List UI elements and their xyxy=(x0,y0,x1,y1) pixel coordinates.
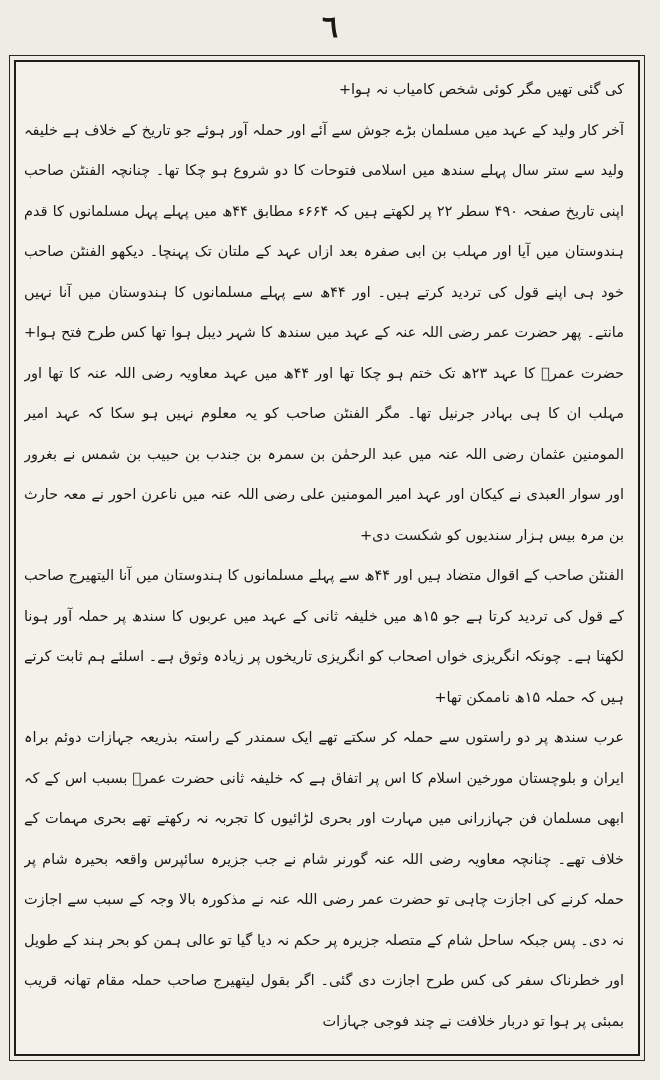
paragraph: عرب سندھ پر دو راستوں سے حملہ کر سکتے تھے ایک سمندر کے راستہ بذریعہ جہازات دوئم براہ ایران و بلوچستان مورخین اسلام کا اس پر اتفاق ہے کہ خلیفہ ثانی حضرت عمرؓ بسبب اس کے کہ ابھی مسلمان فن جہازرانی میں مہارت اور بحری لڑائیوں کا تجربہ نہ رکھتے تھے بحری مہمات کے خلاف تھے۔ چنانچہ معاویہ رضی اللہ عنہ گورنر شام نے جب جزیرہ سائپرس واقعہ بحیرہ شام پر حملہ کرنے کی اجازت چاہی تو حضرت عمر رضی اللہ عنہ نے مذکورہ بالا وجہ کے سبب سے اجازت نہ دی۔ پس جبکہ ساحل شام کے متصلہ جزیرہ پر حکم نہ دیا گیا تو عالی ہمن کو بحر ہند کے طویل اور خطرناک سفر کی کس طرح اجازت دی گئی۔ اگر بقول لیتھیرج صاحب حملہ مقام تھانہ قریب بمبئی پر ہوا تو دربار خلافت نے چند فوجی جہازات xyxy=(24,730,624,1030)
page-body xyxy=(24,70,624,1055)
paragraph: کی گئی تھیں مگر کوئی شخص کامیاب نہ ہوا+ xyxy=(338,82,624,98)
page-number: ٦ xyxy=(321,10,339,45)
paragraph: آخر کار ولید کے عہد میں مسلمان بڑے جوش سے آئے اور حملہ آور ہوئے جو تاریخ کے خلاف ہے خلیفہ ولید سے ستر سال پہلے سندھ میں اسلامی فتوحات کا دو شروع ہو چکا تھا۔ چنانچہ الفنٹن صاحب اپنی تاریخ صفحہ ۴۹۰ سطر ۲۲ پر لکھتے ہیں کہ ۶۶۴ء مطابق ۴۴ھ میں پہلے پہل مسلمانوں کا قدم ہندوستان میں آیا اور مہلب بن ابی صفرہ بعد ازاں عہد کے ملتان تک پہنچا۔ دیکھو الفنٹن صاحب خود ہی اپنے قول کی تردید کرتے ہیں۔ اور ۴۴ھ سے پہلے مسلمانوں کا ہندوستان میں آنا نہیں مانتے۔ پھر حضرت عمر رضی اللہ عنہ کے عہد میں سندھ کا شہر دیبل ہوا تھا کس طرح فتح ہوا+ حضرت عمرؓ کا عہد ۲۳ھ تک ختم ہو چکا تھا اور ۴۴ھ میں عہد معاویہ رضی اللہ عنہ کا تھا اور مہلب ان کا ہی بہادر جرنیل تھا۔ مگر الفنٹن صاحب کو یہ معلوم نہیں ہو سکا کہ عہد امیر المومنین عثمان رضی اللہ عنہ میں عبد الرحمٰن بن سمرہ بن جندب بن حبیب بن شمس نے بغرور اور سوار العبدی نے کیکان اور عہد امیر المومنین علی رضی اللہ عنہ میں ناعرن احور نے معہ حارث بن مرہ بیس ہزار سندیوں کو شکست دی+ xyxy=(24,122,624,544)
paragraph: الفنٹن صاحب کے اقوال متضاد ہیں اور ۴۴ھ سے پہلے مسلمانوں کا ہندوستان میں آنا الیتھیرج صاحب کے قول کی تردید کرتا ہے جو ۱۵ھ میں خلیفہ ثانی کے عہد میں عربوں کا سندھ پر حملہ آور ہونا لکھتا ہے۔ چونکہ انگریزی خواں اصحاب کو انگریزی تاریخوں پر زیادہ وثوق ہے۔ اسلئے ہم ثابت کرتے ہیں کہ حملہ ۱۵ھ ناممکن تھا+ xyxy=(24,568,624,706)
